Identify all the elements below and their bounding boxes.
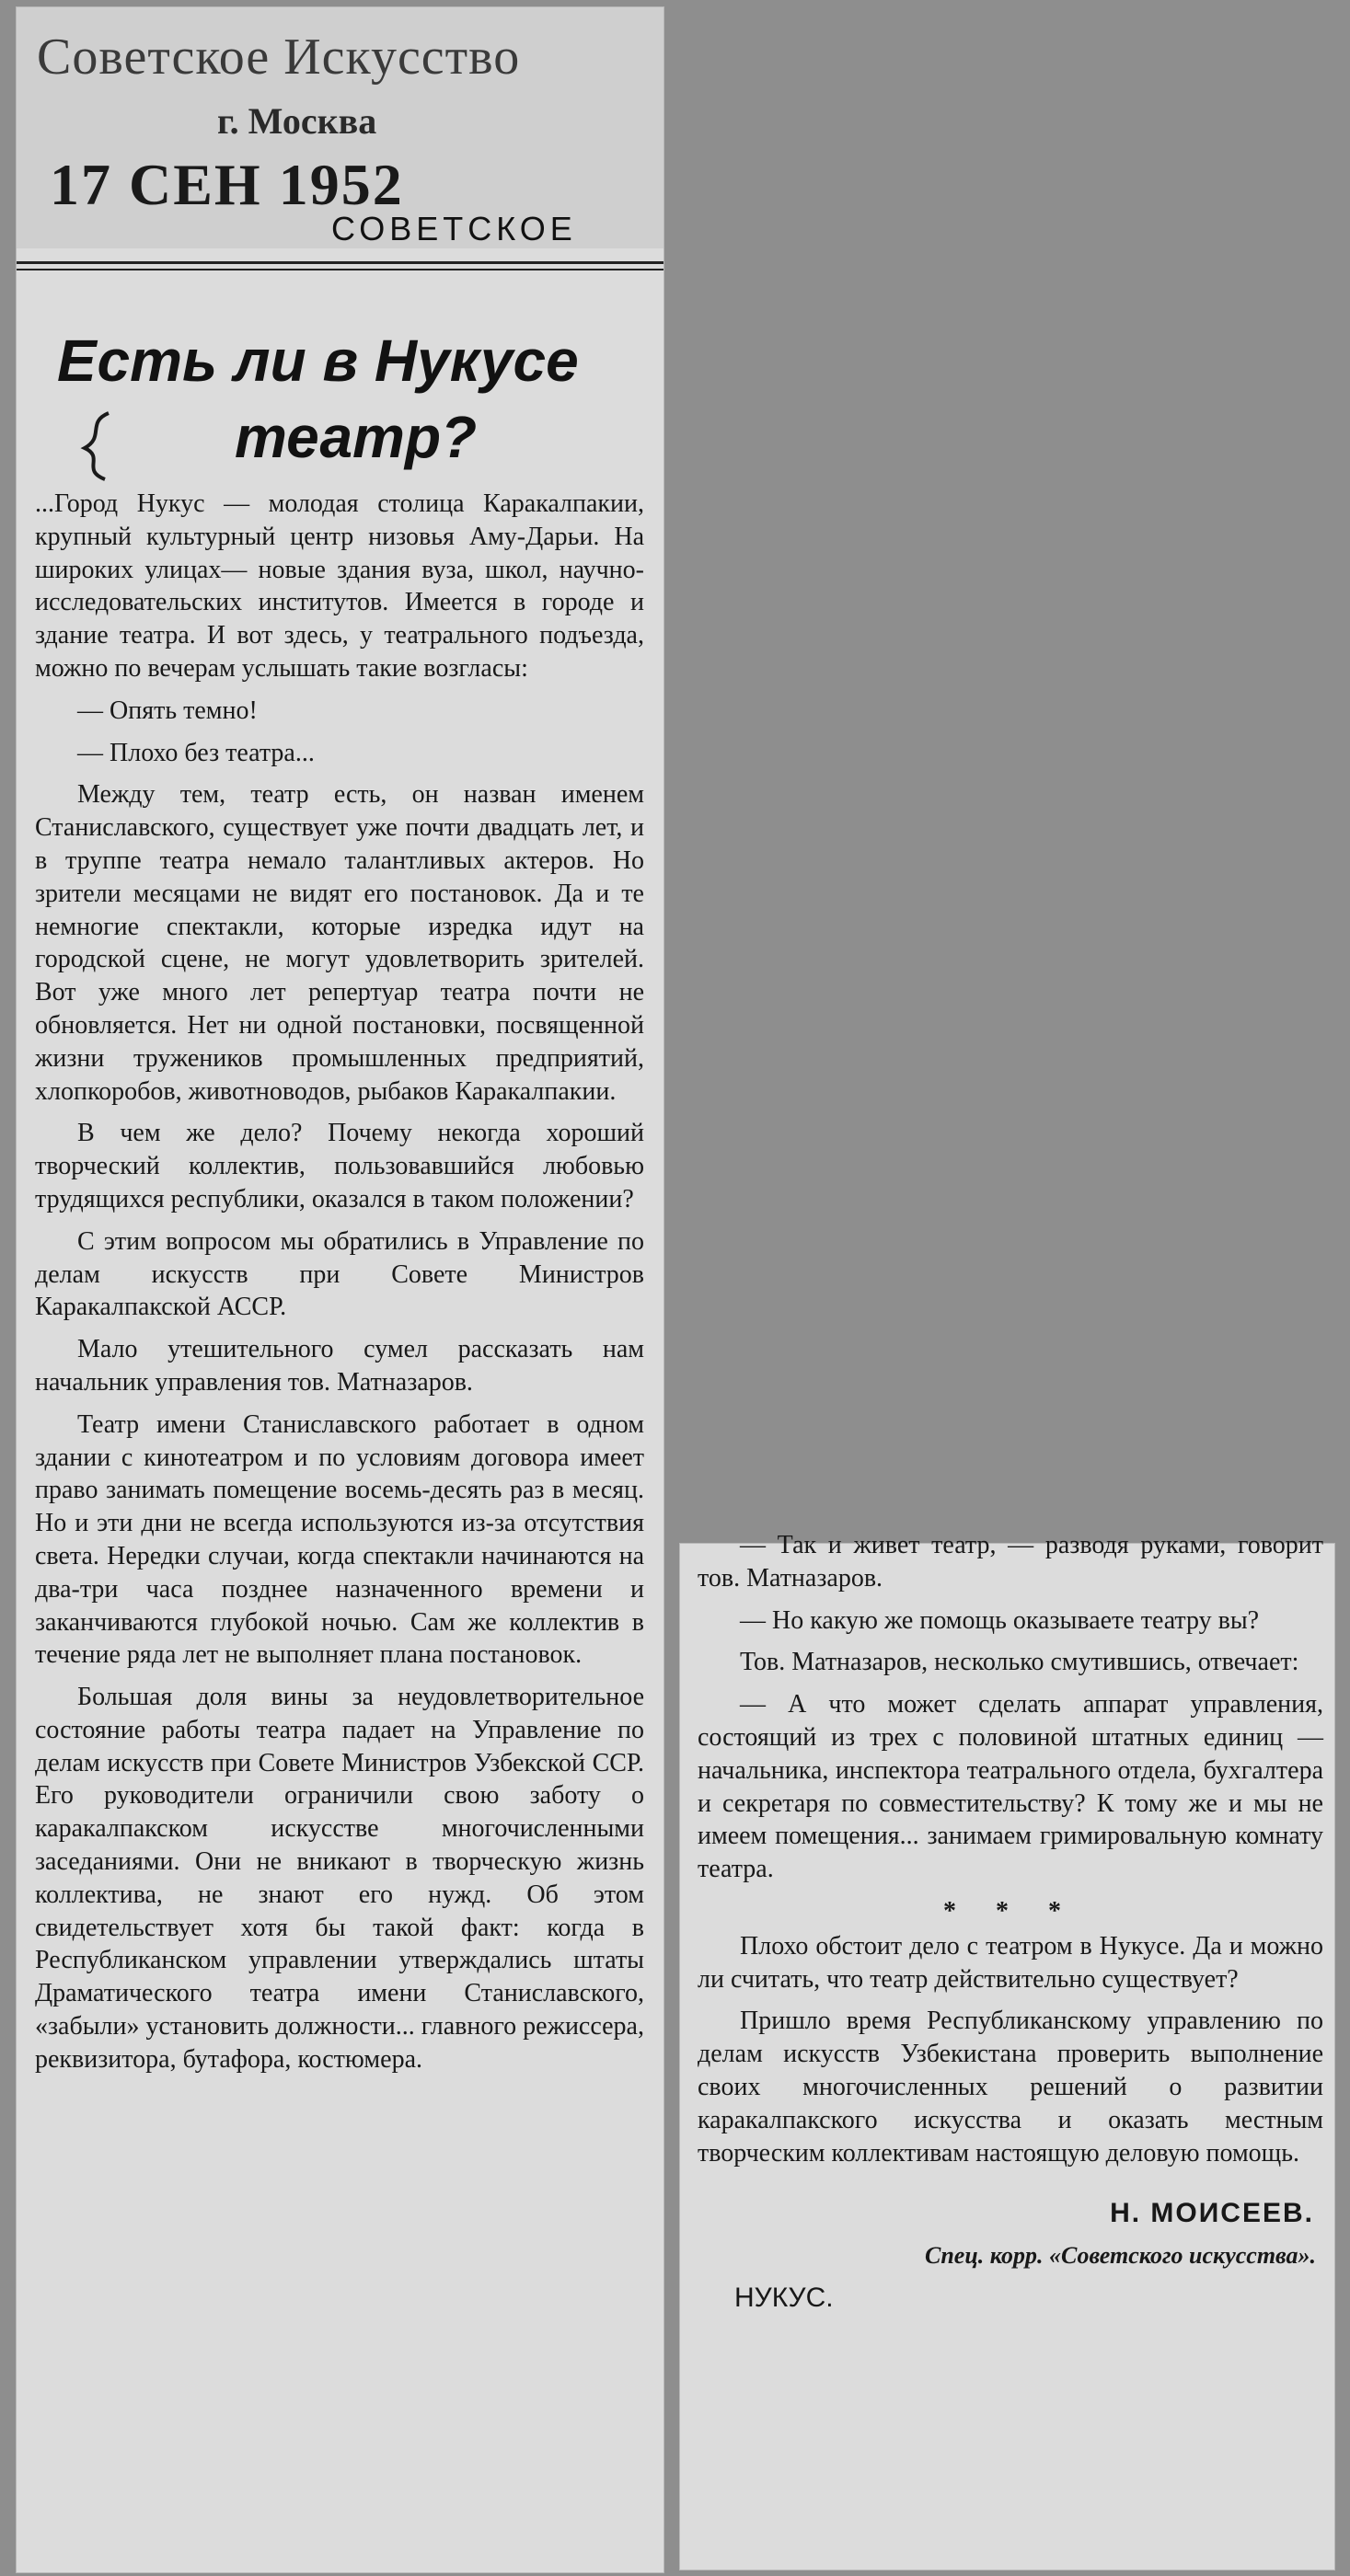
paragraph: — А что может сделать аппарат управления, состоящий из трех с половиной штатных единиц — начальника, инспектора театрального отдела, бухгалтера и секретаря по совместительству? К тому же и мы не имеем помещения... занимаем гримировальную комнату театра. — [698, 1690, 1323, 1884]
paragraph: Театр имени Станиславского работает в одном здании с кинотеатром и по условиям договора имеет право занимать помещение восемь-десять раз в месяц. Но и эти дни не всегда используются из-за отсутствия света. Нередки случаи, когда спектакли начинаются на два-три часа позднее назначенного времени и заканчиваются глубокой ночью. Сам же коллектив в течение ряда лет не выполняет плана постановок. — [35, 1409, 644, 1670]
paragraph: Большая доля вины за неудовлетворительное состояние работы театра падает на Управление по делам искусств при Совете Министров Узбекской ССР. Его руководители ограничили свою заботу о каракалпакском искусстве многочисленными заседаниями. Они не вникают в творческую жизнь коллектива, не знают его нужд. Об этом свидетельствует хотя бы такой факт: когда в Республиканском управлении утверждались штаты Драматического театра имени Станиславского, «забыли» установить должности... главного режиссера, реквизитора, бутафора, костюмера. — [35, 1683, 644, 2074]
top-rule-thin — [17, 269, 663, 270]
author-role: Спец. корр. «Советского искусства». — [924, 2242, 1316, 2270]
rubric: СОВЕТСКОЕ — [331, 210, 577, 247]
paragraph: — Плохо без театра... — [77, 738, 315, 767]
paragraph: — Так и живет театр, — разводя руками, говорит тов. Матназаров. — [698, 1531, 1323, 1593]
paragraph: Между тем, театр есть, он назван именем Станиславского, существует уже почти двадцать лет, и в труппе театра немало талантливых актеров. Но зрители месяцами не видят его постановок. Да и те немногие спектакли, которые изредка идут на городской сцене, не могут удовлетворить зрителей. Вот уже много лет репертуар театра почти не обновляется. Нет ни одной постановки, посвященной жизни тружеников промышленных предприятий, хлопкоробов, животноводов, рыбаков Каракалпакии. — [35, 780, 644, 1106]
top-rule — [17, 261, 663, 264]
paragraph: С этим вопросом мы обратились в Управление по делам искусств при Совете Министров Каракалпакской АССР. — [35, 1226, 644, 1322]
section-separator: * * * — [943, 1896, 1078, 1926]
dateline-city: НУКУС. — [734, 2282, 834, 2313]
article-right-column — [698, 1529, 1323, 2315]
paragraph: Пришло время Республиканскому управлению по делам искусств Узбекистана проверить выполнение своих многочисленных решений о развитии каракалпакского искусства и оказать местным творческим коллективам настоящую деловую помощь. — [698, 2007, 1323, 2168]
stamp-publication: Советское Искусство — [37, 29, 521, 86]
headline-line-1: Есть ли в Нукусе — [57, 328, 579, 394]
stamp-date: 17 СЕН 1952 — [50, 152, 404, 217]
author-signature: Н. МОИСЕЕВ. — [1110, 2198, 1314, 2229]
paragraph: — Но какую же помощь оказываете театру вы? — [740, 1605, 1260, 1635]
paragraph: Плохо обстоит дело с театром в Нукусе. Да и можно ли считать, что театр действительно существует? — [698, 1931, 1323, 1994]
bracket-mark — [74, 409, 120, 483]
paragraph: — Опять темно! — [77, 696, 258, 725]
paragraph: Мало утешительного сумел рассказать нам начальник управления тов. Матназаров. — [35, 1335, 644, 1397]
article-left-column — [35, 488, 644, 2086]
stamp-city: г. Москва — [217, 100, 377, 142]
paragraph: Тов. Матназаров, несколько смутившись, отвечает: — [740, 1648, 1299, 1677]
headline-line-2: театр? — [235, 404, 478, 470]
paragraph: В чем же дело? Почему некогда хороший творческий коллектив, пользовавшийся любовью трудящихся республики, оказался в таком положении? — [35, 1119, 644, 1213]
paragraph: ...Город Нукус — молодая столица Каракалпакии, крупный культурный центр низовья Аму-Дарьи. На широких улицах— новые здания вуза, школ, научно-исследовательских институтов. Имеется в городе и здание театра. И вот здесь, у театрального подъезда, можно по вечерам услышать такие возгласы: — [35, 489, 644, 683]
